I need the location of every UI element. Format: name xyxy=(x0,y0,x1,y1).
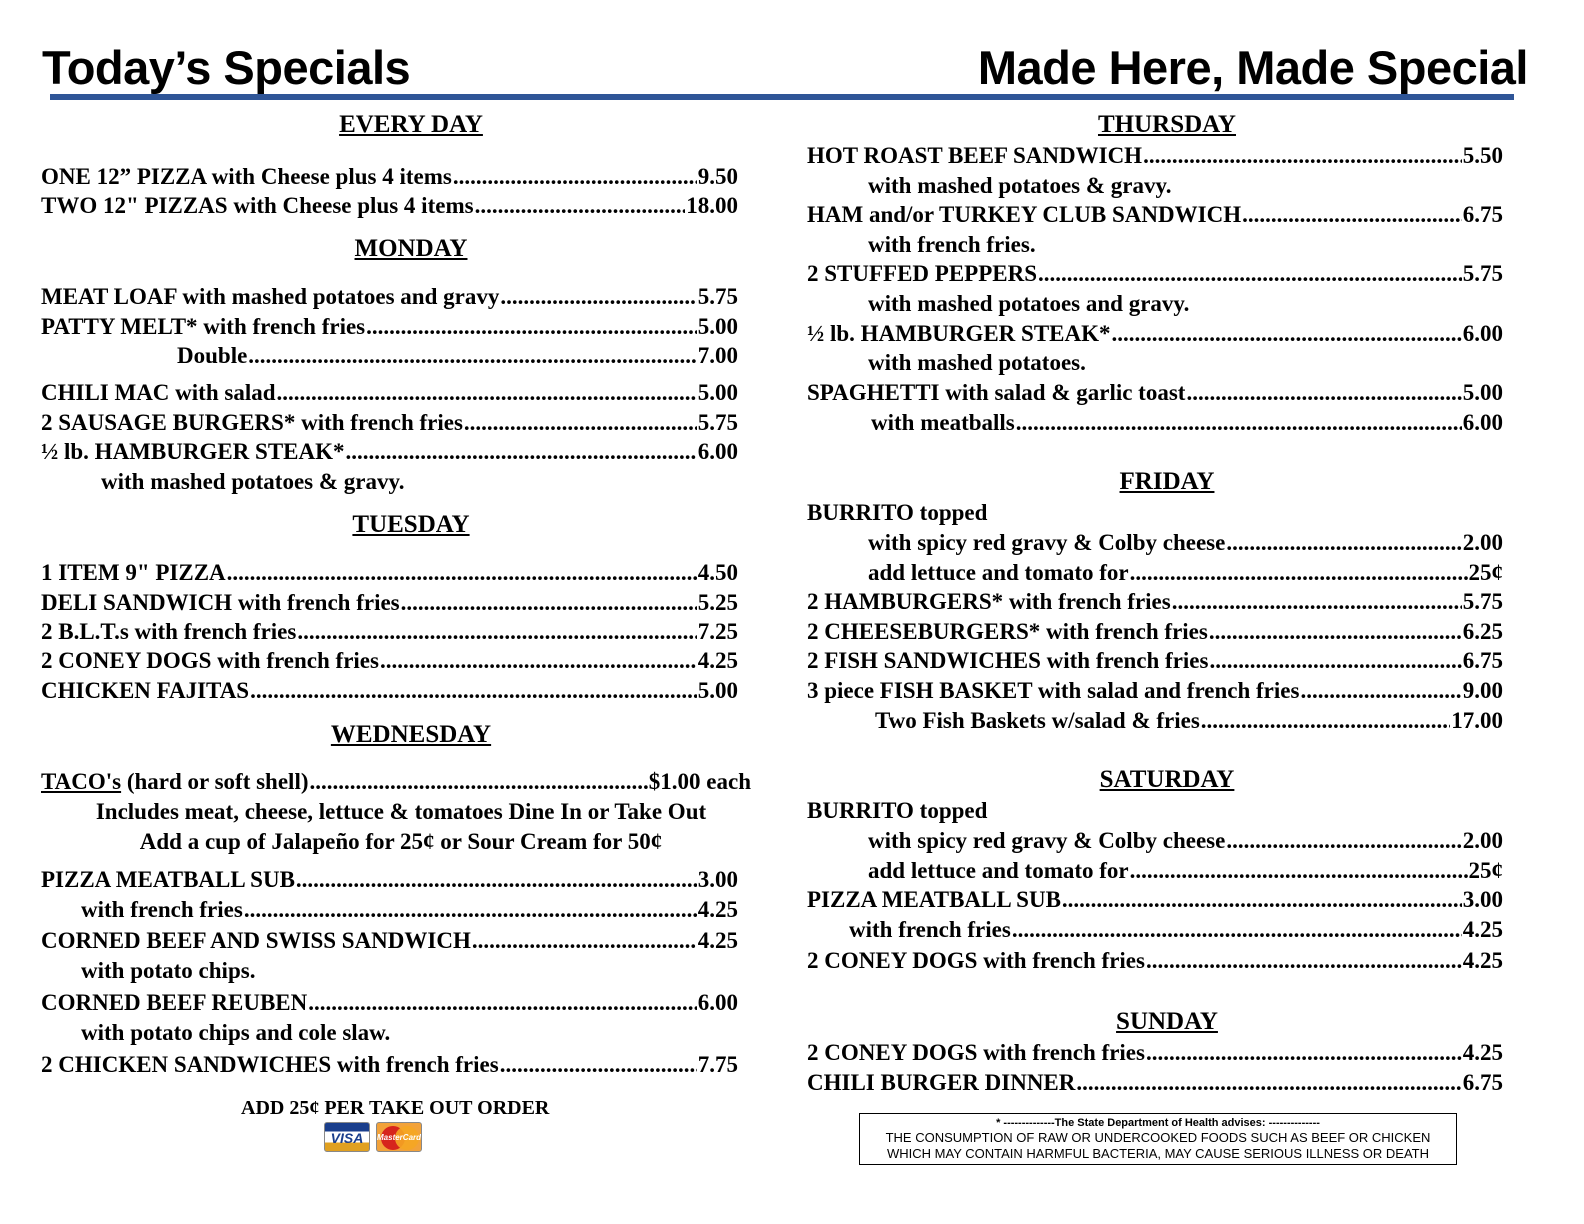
menu-item: 2 CHICKEN SANDWICHES with french fries ..... 7.75 xyxy=(41,1050,738,1080)
menu-item: CORNED BEEF REUBEN ..... 6.00 xyxy=(41,988,738,1018)
item-note: with mashed potatoes and gravy. xyxy=(868,291,1190,316)
health-advisory-box xyxy=(859,1113,1457,1165)
menu-item: 2 B.L.T.s with french fries ..... 7.25 xyxy=(41,617,738,647)
item-note: with mashed potatoes & gravy. xyxy=(101,469,405,494)
menu-item: 2 HAMBURGERS* with french fries ..... 5.75 xyxy=(807,587,1503,617)
menu-item: 2 CONEY DOGS with french fries ..... 4.25 xyxy=(807,1038,1503,1068)
menu-item: 2 SAUSAGE BURGERS* with french fries ..... 5.75 xyxy=(41,408,738,438)
menu-item-taco: TACO's (hard or soft shell) ..... $1.00 each xyxy=(41,767,751,797)
menu-item: SPAGHETTI with salad & garlic toast ..... 5.00 xyxy=(807,378,1503,408)
menu-item: with spicy red gravy & Colby cheese ..... 2.00 xyxy=(868,528,1503,558)
heading-friday: FRIDAY xyxy=(1119,468,1215,495)
heading-saturday: SATURDAY xyxy=(1099,766,1235,793)
item-note: with mashed potatoes & gravy. xyxy=(868,173,1172,198)
menu-item: ½ lb. HAMBURGER STEAK* ..... 6.00 xyxy=(41,437,738,467)
menu-item-burrito: BURRITO topped xyxy=(807,798,988,823)
menu-item: HOT ROAST BEEF SANDWICH ..... 5.50 xyxy=(807,141,1503,171)
menu-item: PATTY MELT* with french fries ..... 5.00 xyxy=(41,312,738,342)
heading-thursday: THURSDAY xyxy=(1097,111,1236,138)
page-title: Today’s Specials xyxy=(42,41,411,94)
menu-item: 2 CONEY DOGS with french fries ..... 4.25 xyxy=(807,946,1503,976)
menu-item: CHILI BURGER DINNER ..... 6.75 xyxy=(807,1068,1503,1098)
menu-item: MEAT LOAF with mashed potatoes and gravy ..... 5.75 xyxy=(41,282,738,312)
item-note: with french fries. xyxy=(868,232,1036,257)
menu-item: Double ..... 7.00 xyxy=(177,341,738,371)
menu-item: with french fries ..... 4.25 xyxy=(849,915,1503,945)
heading-monday: MONDAY xyxy=(354,235,468,262)
item-note: with potato chips. xyxy=(81,958,256,983)
header-rule xyxy=(50,94,1514,100)
menu-item: 2 CHEESEBURGERS* with french fries ..... 6.25 xyxy=(807,617,1503,647)
menu-item: 1 ITEM 9" PIZZA ..... 4.50 xyxy=(41,558,738,588)
taco-description: Includes meat, cheese, lettuce & tomatoes Dine In or Take Out xyxy=(95,799,707,824)
menu-item: add lettuce and tomato for ..... 25¢ xyxy=(868,856,1503,886)
menu-item: with french fries ..... 4.25 xyxy=(81,895,738,925)
menu-item: with meatballs ..... 6.00 xyxy=(871,408,1503,438)
menu-item: 2 STUFFED PEPPERS ..... 5.75 xyxy=(807,259,1503,289)
menu-item: CHICKEN FAJITAS ..... 5.00 xyxy=(41,676,738,706)
heading-tuesday: TUESDAY xyxy=(352,511,470,538)
takeout-note: ADD 25¢ PER TAKE OUT ORDER xyxy=(241,1097,550,1119)
item-note: with potato chips and cole slaw. xyxy=(81,1020,391,1045)
menu-item: with spicy red gravy & Colby cheese ..... 2.00 xyxy=(868,826,1503,856)
menu-item: CHILI MAC with salad ..... 5.00 xyxy=(41,378,738,408)
menu-item: CORNED BEEF AND SWISS SANDWICH ..... 4.25 xyxy=(41,926,738,956)
heading-sunday: SUNDAY xyxy=(1116,1008,1218,1035)
menu-item: PIZZA MEATBALL SUB ..... 3.00 xyxy=(807,885,1503,915)
visa-logo: VISA xyxy=(324,1122,370,1152)
item-note: with mashed potatoes. xyxy=(868,350,1086,375)
menu-item: 3 piece FISH BASKET with salad and french fries ..... 9.00 xyxy=(807,676,1503,706)
menu-item: DELI SANDWICH with french fries ..... 5.25 xyxy=(41,588,738,618)
menu-item: 2 CONEY DOGS with french fries ..... 4.25 xyxy=(41,646,738,676)
menu-item-burrito: BURRITO topped xyxy=(807,500,988,525)
menu-item: PIZZA MEATBALL SUB ..... 3.00 xyxy=(41,865,738,895)
advisory-text: THE CONSUMPTION OF RAW OR UNDERCOOKED FOODS SUCH AS BEEF OR CHICKEN xyxy=(885,1130,1431,1145)
menu-item: ½ lb. HAMBURGER STEAK* ..... 6.00 xyxy=(807,319,1503,349)
advisory-text: WHICH MAY CONTAIN HARMFUL BACTERIA, MAY CAUSE SERIOUS ILLNESS OR DEATH xyxy=(887,1146,1429,1161)
heading-every-day: EVERY DAY xyxy=(339,111,483,138)
menu-item: HAM and/or TURKEY CLUB SANDWICH ..... 6.75 xyxy=(807,200,1503,230)
menu-item: TWO 12" PIZZAS with Cheese plus 4 items ..... 18.00 xyxy=(41,191,738,221)
mastercard-logo: MasterCard xyxy=(376,1122,422,1152)
menu-item: Two Fish Baskets w/salad & fries ..... 17.00 xyxy=(875,706,1503,736)
advisory-heading: * --------------The State Department of Health advises: -------------- xyxy=(996,1117,1320,1129)
menu-item: add lettuce and tomato for ..... 25¢ xyxy=(868,558,1503,588)
menu-item: 2 FISH SANDWICHES with french fries ..... 6.75 xyxy=(807,646,1503,676)
heading-wednesday: WEDNESDAY xyxy=(330,721,492,748)
page-slogan: Made Here, Made Special xyxy=(977,41,1528,94)
menu-item: ONE 12” PIZZA with Cheese plus 4 items ..... 9.50 xyxy=(41,162,738,192)
taco-addons: Add a cup of Jalapeño for 25¢ or Sour Cream for 50¢ xyxy=(139,829,663,854)
